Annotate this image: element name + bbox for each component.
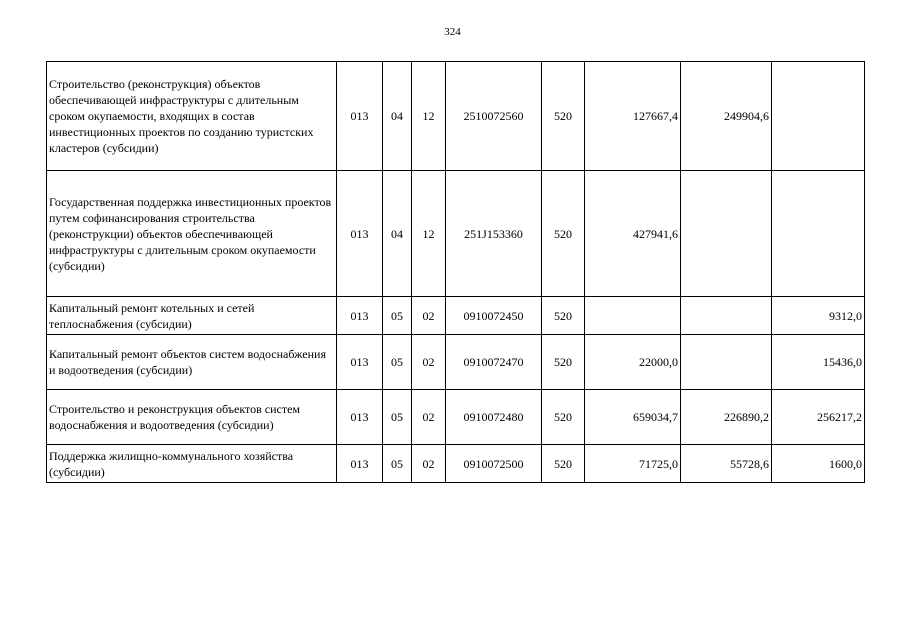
table-row [47,390,865,445]
amount-year-3: 9312,0 [772,297,865,335]
row-name: Капитальный ремонт котельных и сетей теплоснабжения (субсидии) [47,297,337,335]
section-code: 05 [383,297,412,335]
amount-year-1: 22000,0 [585,335,681,390]
ministry-code: 013 [337,390,383,445]
target-article-code: 251J153360 [446,171,542,297]
expense-type-code: 520 [542,297,585,335]
table-body [47,62,865,483]
table-row [47,445,865,483]
amount-year-1: 659034,7 [585,390,681,445]
subsection-code: 02 [412,445,446,483]
table-row [47,62,865,171]
row-name: Строительство (реконструкция) объектов обеспечивающей инфраструктуры с длительным сроком окупаемости, входящих в состав инвестиционных проектов по созданию туристских кластеров (субсидии) [47,62,337,171]
section-code: 05 [383,335,412,390]
amount-year-1: 427941,6 [585,171,681,297]
row-name: Поддержка жилищно-коммунального хозяйства (субсидии) [47,445,337,483]
amount-year-2 [681,297,772,335]
amount-year-3: 15436,0 [772,335,865,390]
page-number: 324 [444,26,461,38]
subsection-code: 12 [412,62,446,171]
amount-year-2: 55728,6 [681,445,772,483]
expense-type-code: 520 [542,171,585,297]
ministry-code: 013 [337,62,383,171]
target-article-code: 0910072500 [446,445,542,483]
target-article-code: 0910072470 [446,335,542,390]
table-row [47,297,865,335]
amount-year-1 [585,297,681,335]
expense-type-code: 520 [542,445,585,483]
row-name: Строительство и реконструкция объектов систем водоснабжения и водоотведения (субсидии) [47,390,337,445]
ministry-code: 013 [337,445,383,483]
ministry-code: 013 [337,171,383,297]
section-code: 05 [383,390,412,445]
table-row [47,171,865,297]
amount-year-2 [681,335,772,390]
target-article-code: 2510072560 [446,62,542,171]
budget-table [46,61,865,483]
row-name: Капитальный ремонт объектов систем водоснабжения и водоотведения (субсидии) [47,335,337,390]
section-code: 05 [383,445,412,483]
expense-type-code: 520 [542,390,585,445]
section-code: 04 [383,171,412,297]
amount-year-2: 249904,6 [681,62,772,171]
expense-type-code: 520 [542,335,585,390]
amount-year-1: 71725,0 [585,445,681,483]
amount-year-1: 127667,4 [585,62,681,171]
amount-year-2 [681,171,772,297]
section-code: 04 [383,62,412,171]
target-article-code: 0910072480 [446,390,542,445]
subsection-code: 02 [412,335,446,390]
amount-year-3 [772,171,865,297]
expense-type-code: 520 [542,62,585,171]
amount-year-3: 1600,0 [772,445,865,483]
target-article-code: 0910072450 [446,297,542,335]
ministry-code: 013 [337,297,383,335]
subsection-code: 12 [412,171,446,297]
subsection-code: 02 [412,390,446,445]
row-name: Государственная поддержка инвестиционных проектов путем софинансирования строительства (реконструкции) объектов обеспечивающей инфраструктуры с длительным сроком окупаемости (субсидии) [47,171,337,297]
amount-year-2: 226890,2 [681,390,772,445]
amount-year-3 [772,62,865,171]
subsection-code: 02 [412,297,446,335]
ministry-code: 013 [337,335,383,390]
amount-year-3: 256217,2 [772,390,865,445]
table-row [47,335,865,390]
